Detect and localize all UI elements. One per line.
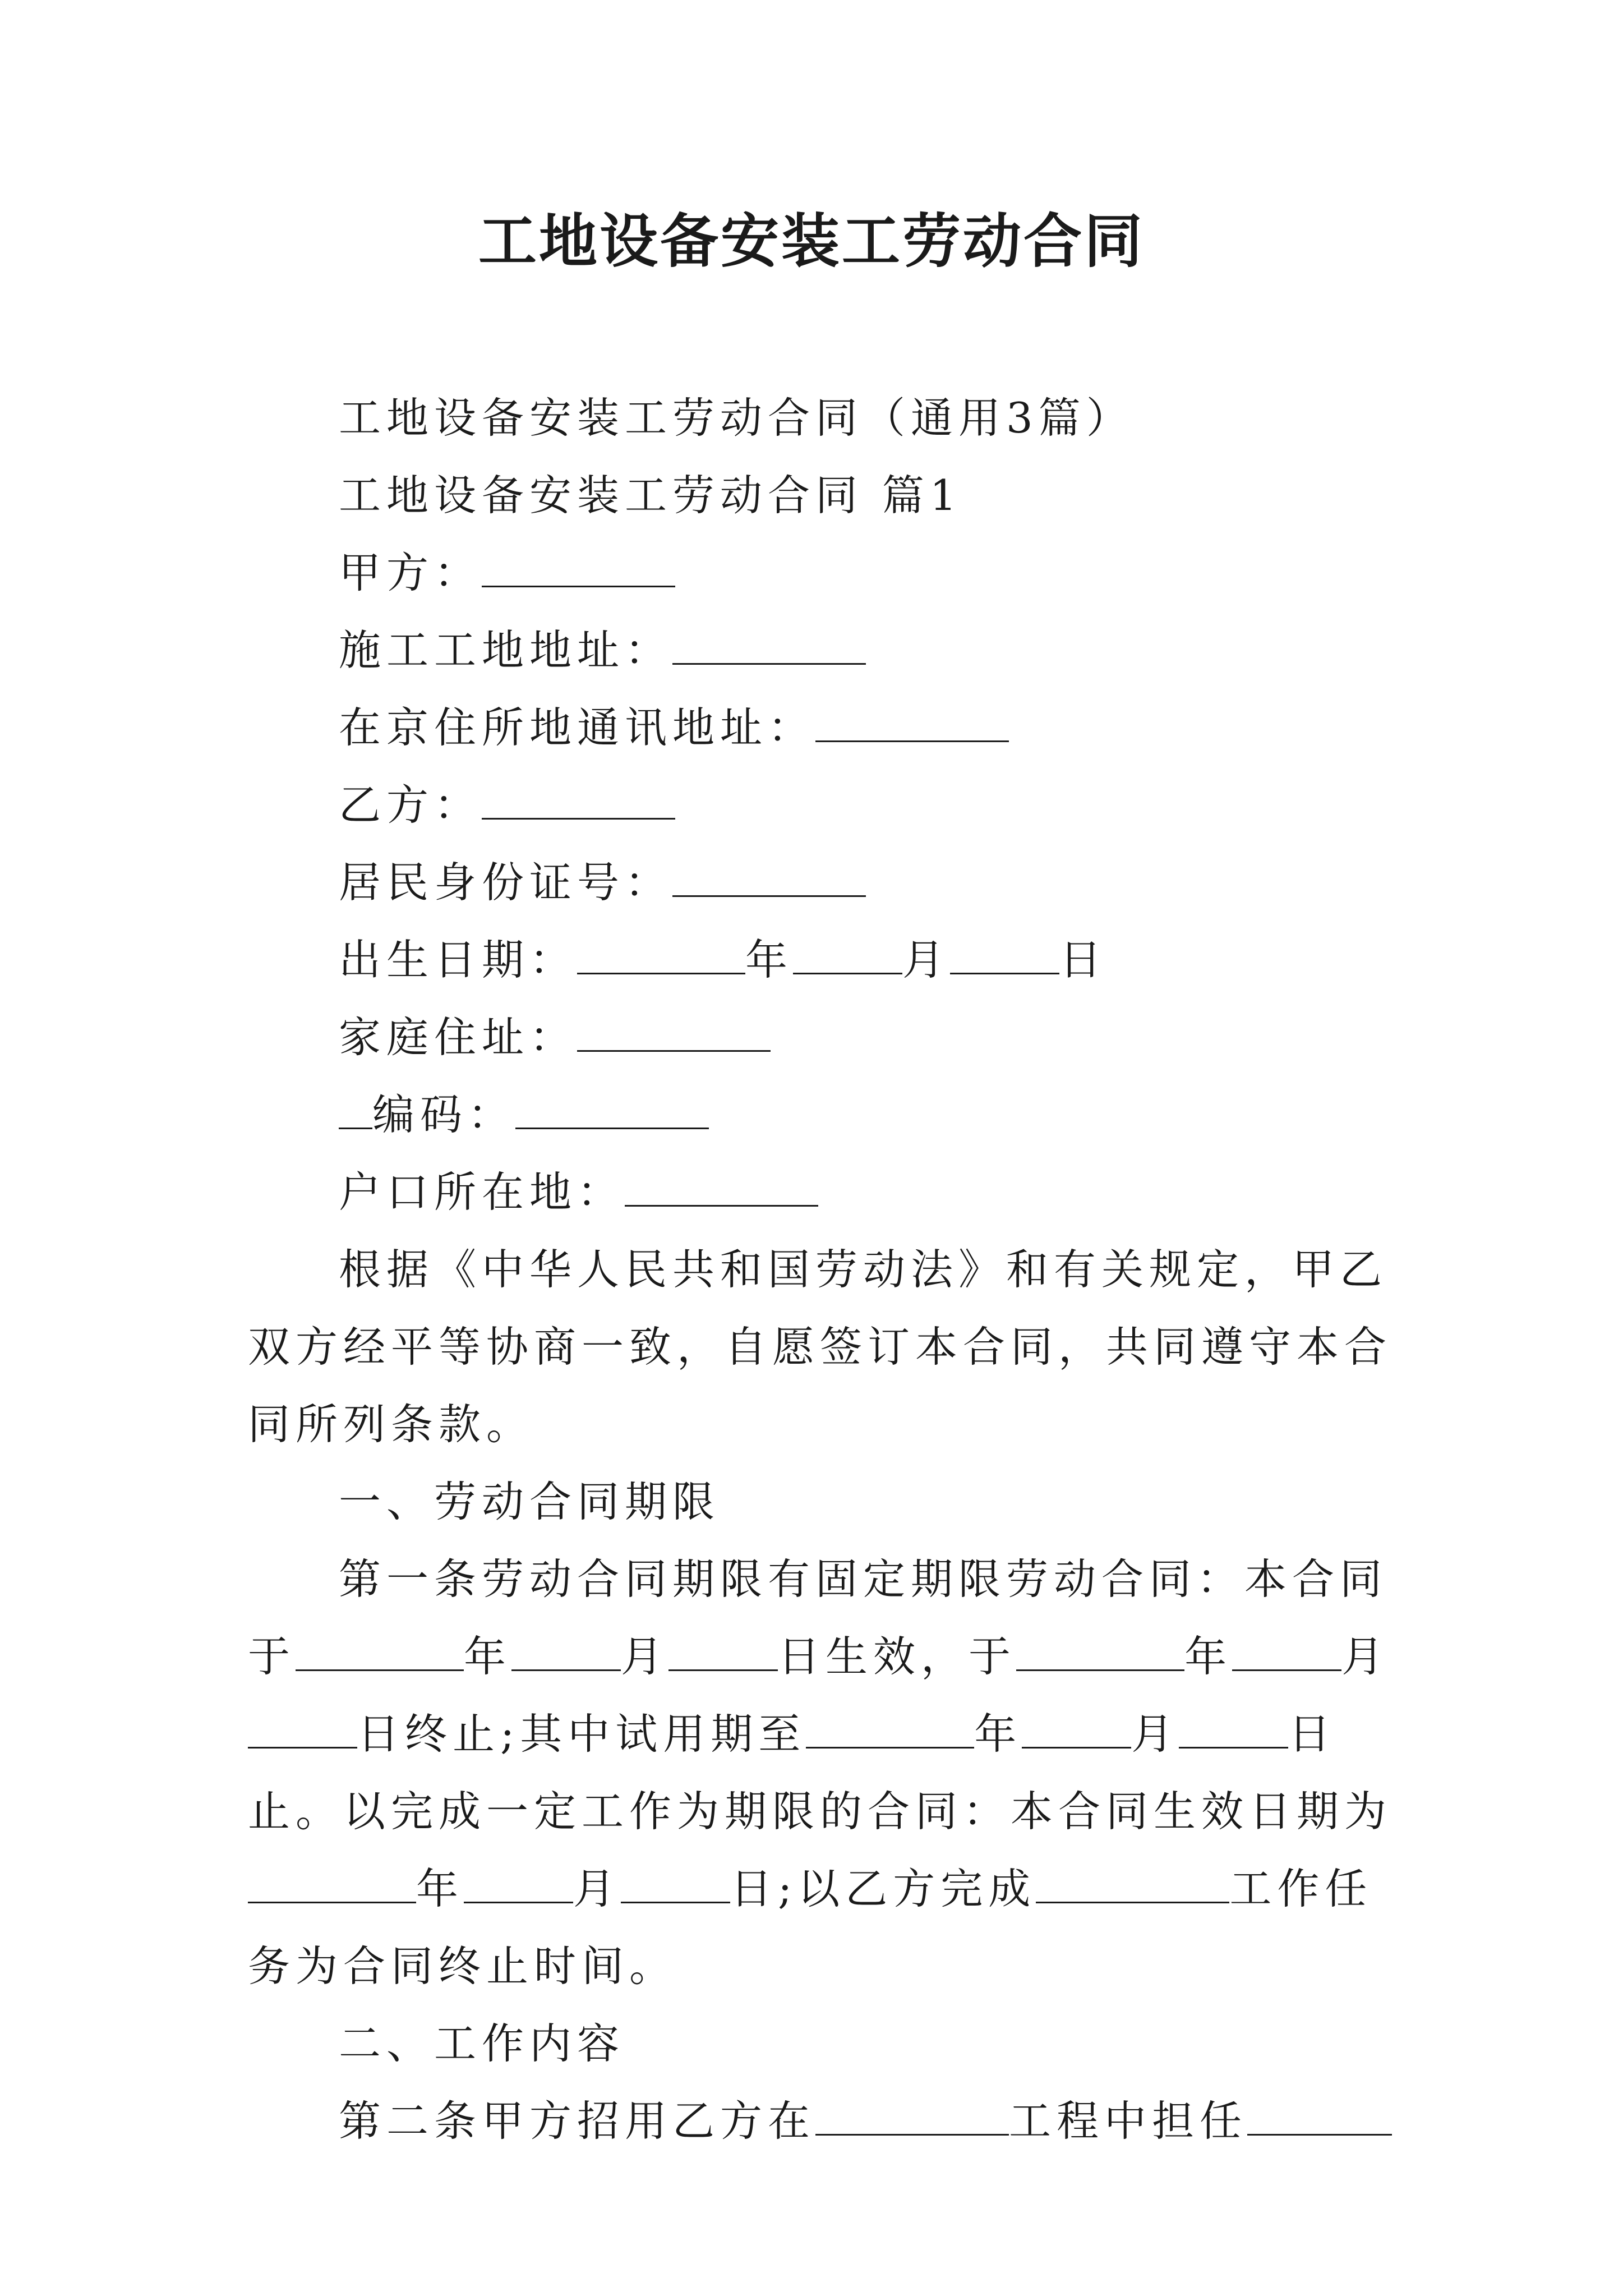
field-home-address [248, 999, 1392, 1076]
blank-line [1232, 1634, 1341, 1671]
blank-line [815, 705, 1009, 742]
month-label: 月 [902, 935, 951, 984]
blank-line [339, 1092, 372, 1129]
blank-line [950, 937, 1059, 974]
year-label: 年 [464, 1632, 512, 1681]
month-label: 月 [1131, 1709, 1179, 1759]
blank-line [296, 1634, 464, 1671]
blank-line [482, 550, 675, 587]
blank-line [668, 1634, 778, 1671]
article-text: 第二条甲方招用乙方在 [339, 2096, 816, 2146]
year-label: 年 [745, 935, 794, 984]
intro-text: 根据《中华人民共和国劳动法》和有关规定，甲乙双方经平等协商一致，自愿签订本合同，共同遵守本合同所列条款。 [248, 1245, 1393, 1449]
year-label: 年 [416, 1864, 464, 1913]
intro-paragraph [248, 1231, 1392, 1463]
field-label: 在京住所地通讯地址： [339, 703, 816, 752]
blank-line [577, 1014, 771, 1052]
blank-line [1022, 1711, 1131, 1749]
section-heading: 二、工作内容 [339, 2019, 625, 2068]
blank-line [672, 859, 866, 897]
blank-line [621, 1866, 730, 1903]
article-text: 第一条劳动合同期限有固定期限劳动合同：本合同于 [248, 1554, 1388, 1681]
article-text: 日止。以完成一定工作为期限的合同：本合同生效日期为 [248, 1709, 1393, 1836]
year-label: 年 [1184, 1632, 1233, 1681]
blank-line [515, 1092, 709, 1129]
field-label: 甲方： [339, 548, 482, 597]
month-label: 月 [573, 1864, 621, 1913]
part-heading: 工地设备安装工劳动合同 篇1 [339, 471, 962, 520]
section-heading: 一、劳动合同期限 [339, 1477, 721, 1526]
field-birth-date [248, 921, 1392, 999]
article-1 [248, 1540, 1392, 2005]
document-body [248, 379, 1392, 2160]
blank-line [1179, 1711, 1288, 1749]
field-party-b [248, 766, 1392, 844]
document-title: 工地设备安装工劳动合同 [478, 206, 1145, 275]
field-id-number [248, 844, 1392, 921]
field-site-address [248, 611, 1392, 689]
article-2 [248, 2082, 1392, 2160]
blank-line [248, 1711, 357, 1749]
month-label: 月 [1341, 1632, 1390, 1681]
article-text: 工程中担任 [1009, 2096, 1248, 2146]
field-party-a [248, 534, 1392, 611]
blank-line [482, 782, 675, 820]
field-label: 施工工地地址： [339, 625, 673, 675]
field-label: 家庭住址： [339, 1013, 578, 1062]
blank-line [464, 1866, 573, 1903]
article-text: 日生效，于 [778, 1632, 1017, 1681]
field-label: 乙方： [339, 780, 482, 830]
year-label: 年 [974, 1709, 1022, 1759]
subtitle: 工地设备安装工劳动合同（通用3篇） [339, 393, 1134, 443]
blank-line [1036, 1866, 1229, 1903]
blank-line [577, 937, 745, 974]
field-label: 居民身份证号： [339, 858, 673, 907]
day-label: 日 [1059, 935, 1108, 984]
field-beijing-address [248, 689, 1392, 766]
blank-line [1016, 1634, 1184, 1671]
blank-line [815, 2098, 1009, 2136]
blank-line [806, 1711, 974, 1749]
blank-line [1247, 2098, 1392, 2136]
field-postcode [248, 1076, 1392, 1153]
article-text: 日;以乙方完成 [730, 1864, 1036, 1913]
blank-line [625, 1169, 818, 1207]
field-label: 编码： [372, 1090, 516, 1139]
field-label: 户口所在地： [339, 1167, 625, 1217]
field-hukou [248, 1153, 1392, 1231]
blank-line [248, 1866, 416, 1903]
month-label: 月 [621, 1632, 669, 1681]
blank-line [511, 1634, 621, 1671]
blank-line [793, 937, 902, 974]
article-1-text [248, 1540, 1392, 2005]
article-text: 工作任务为合同终止时间。 [248, 1864, 1373, 1991]
article-text: 日终止;其中试用期至 [357, 1709, 806, 1759]
blank-line [672, 627, 866, 665]
field-label: 出生日期： [339, 935, 578, 984]
